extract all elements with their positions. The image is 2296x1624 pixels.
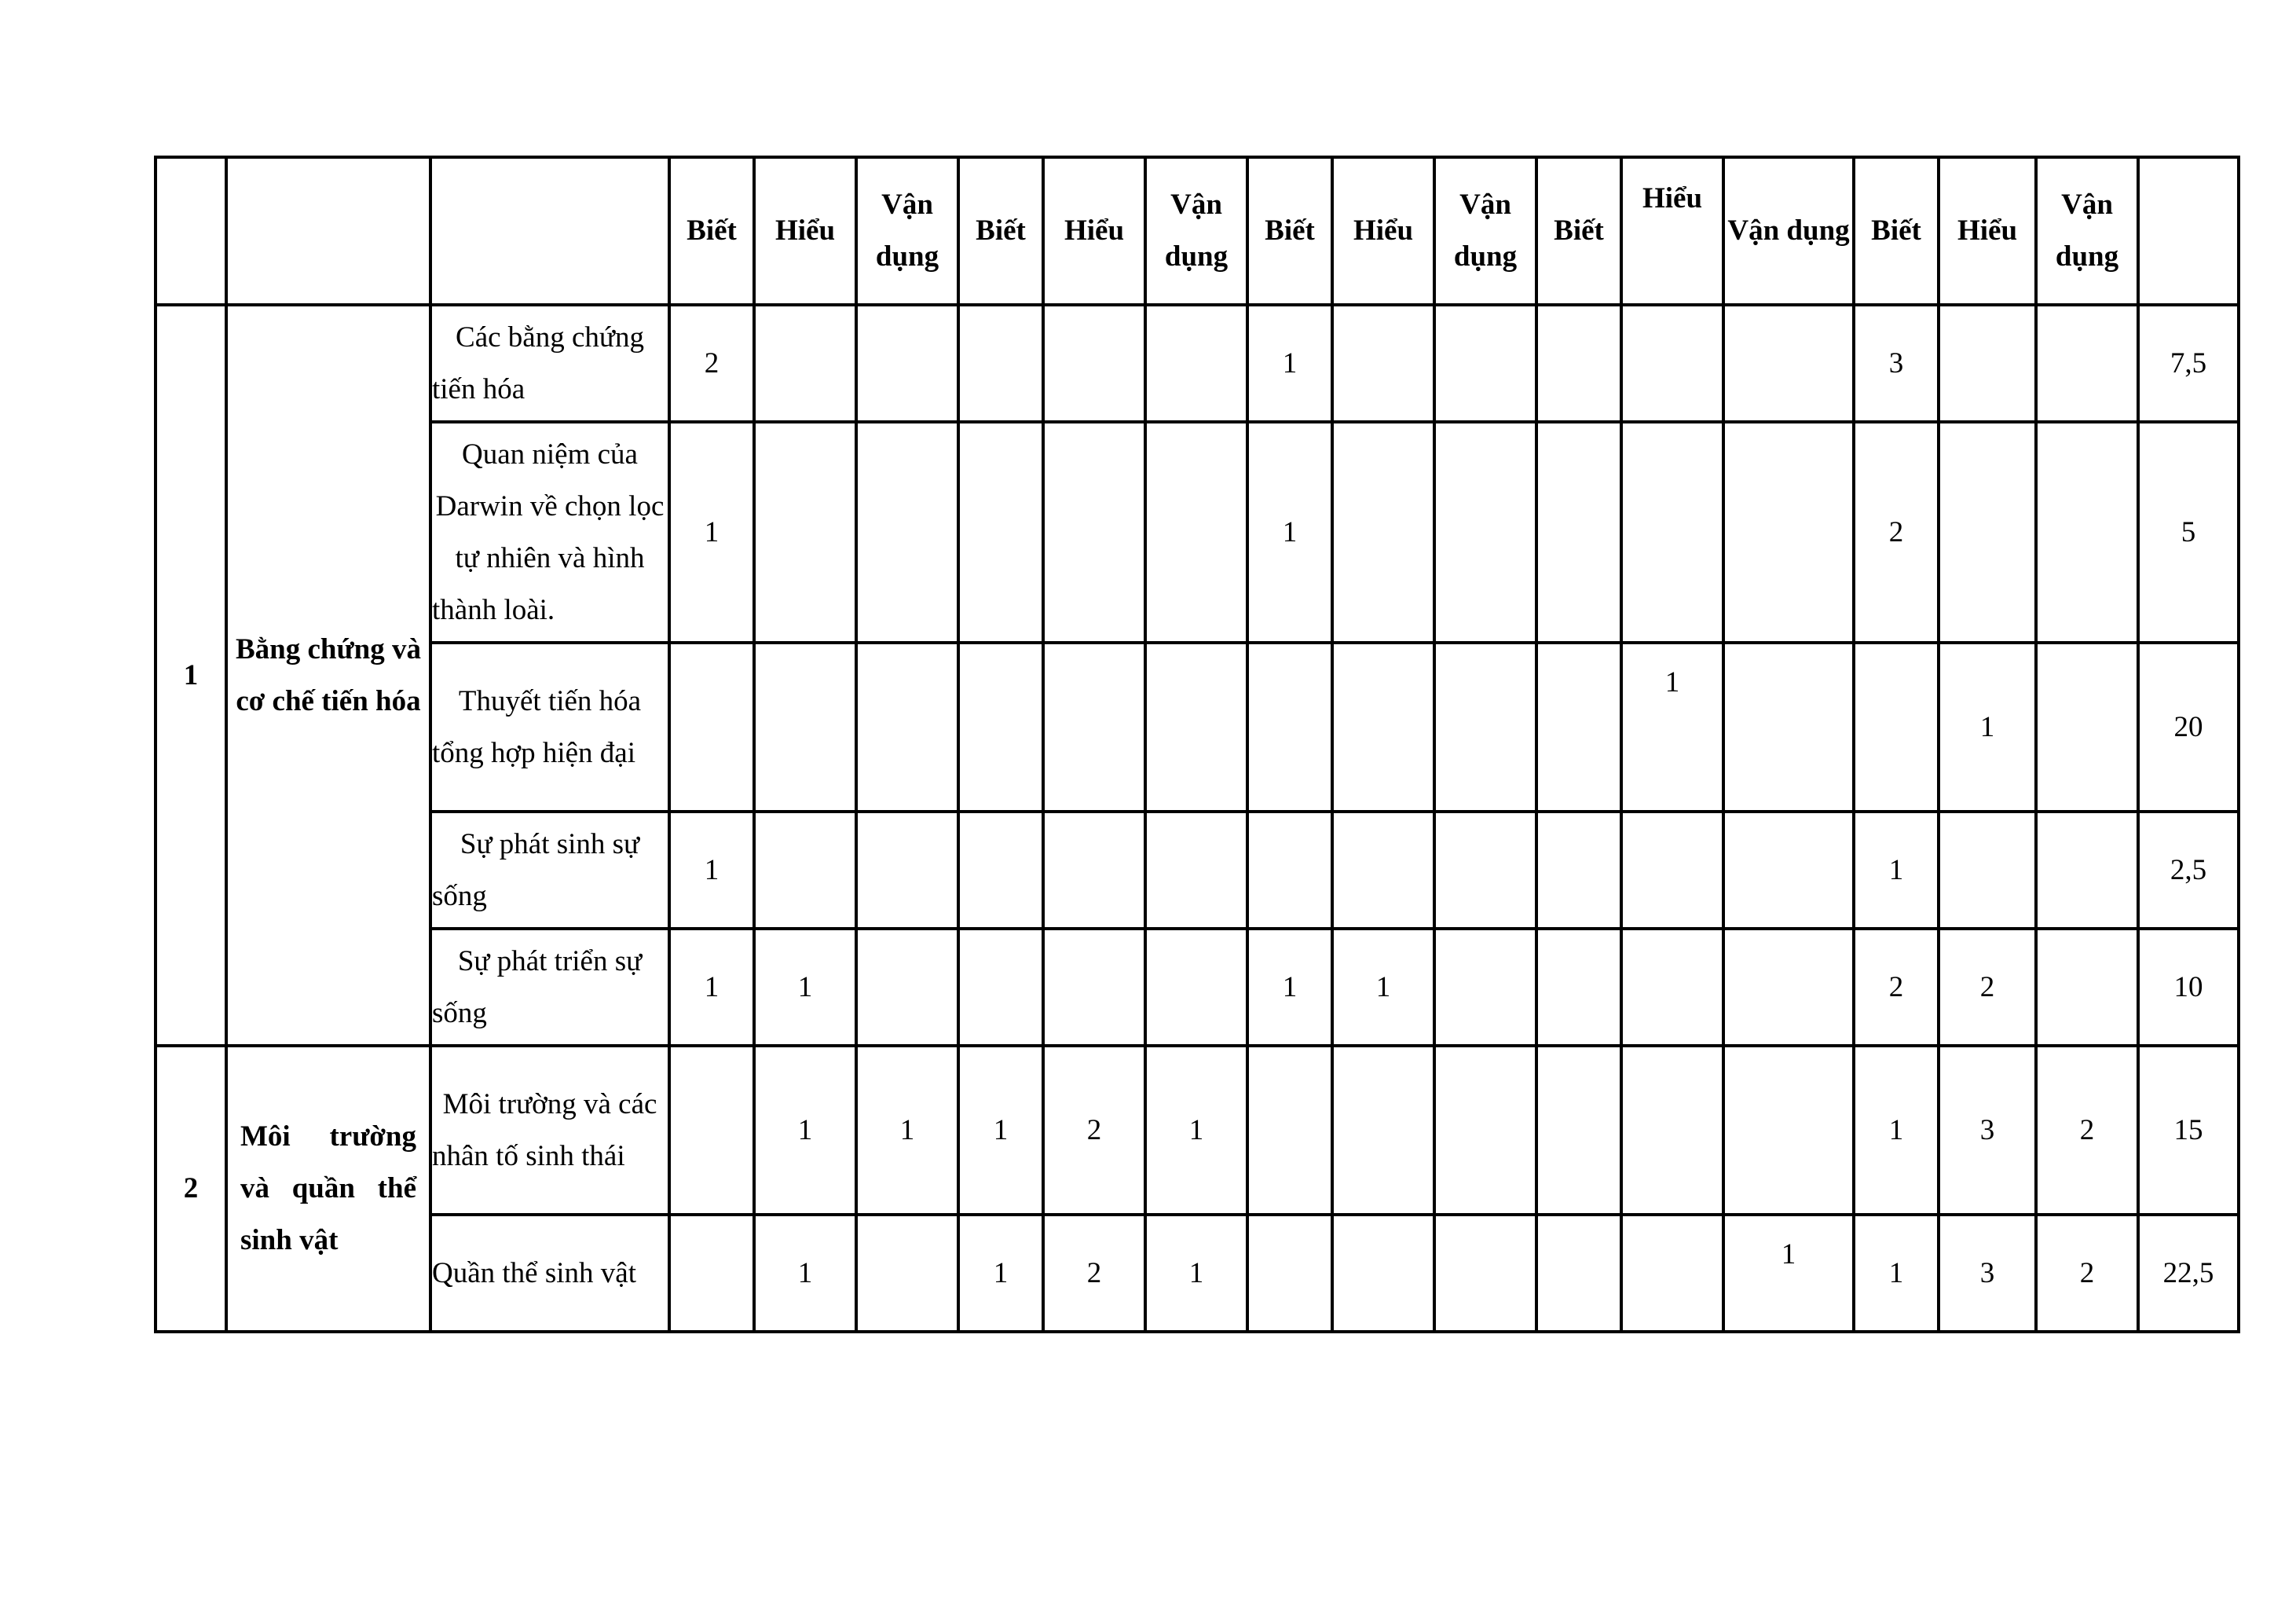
value-cell: 1 [754, 1215, 856, 1332]
value-cell: 1 [669, 929, 754, 1046]
value-cell [1145, 643, 1247, 812]
header-biet: Biết [958, 157, 1043, 305]
value-cell [754, 643, 856, 812]
value-cell: 1 [1854, 1215, 1939, 1332]
header-hieu: Hiểu [1621, 157, 1723, 305]
value-cell [1332, 422, 1434, 643]
header-biet: Biết [1536, 157, 1621, 305]
header-empty-cell [2138, 157, 2239, 305]
value-cell: 2 [1854, 422, 1939, 643]
topic-cell: Quần thể sinh vật [430, 1215, 669, 1332]
value-cell [856, 422, 958, 643]
value-cell [1332, 1046, 1434, 1215]
value-cell [1434, 1046, 1536, 1215]
assessment-matrix-table [154, 156, 2240, 1333]
header-van-dung: Vận dụng [1434, 157, 1536, 305]
header-biet: Biết [1247, 157, 1332, 305]
percent-cell: 7,5 [2138, 305, 2239, 422]
chapter-number: 2 [156, 1046, 226, 1332]
value-cell [1043, 305, 1145, 422]
value-cell [1939, 305, 2036, 422]
value-cell: 3 [1939, 1046, 2036, 1215]
value-cell: 2 [1043, 1046, 1145, 1215]
chapter-title: Bằng chứng và cơ chế tiến hóa [226, 305, 430, 1046]
value-cell [856, 1215, 958, 1332]
header-van-dung: Vận dụng [1723, 157, 1854, 305]
value-cell [1939, 812, 2036, 929]
chapter-number: 1 [156, 305, 226, 1046]
value-cell: 1 [1332, 929, 1434, 1046]
value-cell [1723, 643, 1854, 812]
value-cell [2036, 305, 2138, 422]
value-cell: 2 [1854, 929, 1939, 1046]
value-cell [1332, 812, 1434, 929]
percent-cell: 15 [2138, 1046, 2239, 1215]
value-cell [856, 643, 958, 812]
value-cell [754, 812, 856, 929]
value-cell [1043, 812, 1145, 929]
value-cell [669, 643, 754, 812]
header-van-dung: Vận dụng [2036, 157, 2138, 305]
topic-cell: Thuyết tiến hóa tổng hợp hiện đại [430, 643, 669, 812]
value-cell [1332, 1215, 1434, 1332]
value-cell [2036, 812, 2138, 929]
value-cell [1723, 929, 1854, 1046]
header-biet: Biết [1854, 157, 1939, 305]
value-cell [1247, 812, 1332, 929]
value-cell [1145, 422, 1247, 643]
percent-cell: 2,5 [2138, 812, 2239, 929]
value-cell: 2 [1043, 1215, 1145, 1332]
value-cell [1332, 643, 1434, 812]
value-cell [1536, 643, 1621, 812]
value-cell: 1 [754, 1046, 856, 1215]
value-cell [1621, 812, 1723, 929]
percent-cell: 20 [2138, 643, 2239, 812]
value-cell [1536, 1046, 1621, 1215]
table-row [156, 305, 2239, 422]
value-cell: 1 [1723, 1215, 1854, 1332]
value-cell [958, 643, 1043, 812]
value-cell [1247, 1215, 1332, 1332]
value-cell [1723, 422, 1854, 643]
topic-cell: Môi trường và các nhân tố sinh thái [430, 1046, 669, 1215]
value-cell [2036, 643, 2138, 812]
value-cell: 1 [1247, 929, 1332, 1046]
value-cell [1536, 305, 1621, 422]
table-row [156, 929, 2239, 1046]
value-cell [1723, 812, 1854, 929]
value-cell [1536, 1215, 1621, 1332]
value-cell: 1 [754, 929, 856, 1046]
header-biet: Biết [669, 157, 754, 305]
value-cell [1723, 305, 1854, 422]
value-cell [1621, 1046, 1723, 1215]
topic-cell: Sự phát sinh sự sống [430, 812, 669, 929]
value-cell [1434, 1215, 1536, 1332]
header-hieu: Hiểu [754, 157, 856, 305]
value-cell [1332, 305, 1434, 422]
percent-cell: 5 [2138, 422, 2239, 643]
value-cell [1723, 1046, 1854, 1215]
value-cell: 1 [856, 1046, 958, 1215]
topic-cell: Các bằng chứng tiến hóa [430, 305, 669, 422]
value-cell [958, 422, 1043, 643]
topic-cell: Sự phát triển sự sống [430, 929, 669, 1046]
value-cell [1043, 929, 1145, 1046]
value-cell [1434, 305, 1536, 422]
value-cell [669, 1046, 754, 1215]
value-cell [1043, 643, 1145, 812]
value-cell: 3 [1939, 1215, 2036, 1332]
table-row [156, 643, 2239, 812]
value-cell [856, 305, 958, 422]
value-cell [958, 812, 1043, 929]
value-cell [2036, 929, 2138, 1046]
value-cell: 1 [1247, 422, 1332, 643]
value-cell [958, 305, 1043, 422]
value-cell [1247, 643, 1332, 812]
table-row [156, 422, 2239, 643]
value-cell [1145, 305, 1247, 422]
value-cell: 2 [2036, 1215, 2138, 1332]
value-cell [754, 422, 856, 643]
value-cell [1939, 422, 2036, 643]
value-cell [1621, 422, 1723, 643]
value-cell [669, 1215, 754, 1332]
header-van-dung: Vận dụng [1145, 157, 1247, 305]
value-cell [1145, 929, 1247, 1046]
value-cell [1536, 929, 1621, 1046]
value-cell: 3 [1854, 305, 1939, 422]
value-cell: 1 [1854, 812, 1939, 929]
header-hieu: Hiểu [1043, 157, 1145, 305]
value-cell [1247, 1046, 1332, 1215]
topic-cell: Quan niệm của Darwin về chọn lọc tự nhiên và hình thành loài. [430, 422, 669, 643]
value-cell: 1 [1247, 305, 1332, 422]
table-row [156, 1215, 2239, 1332]
percent-cell: 10 [2138, 929, 2239, 1046]
value-cell [1145, 812, 1247, 929]
value-cell [1434, 643, 1536, 812]
value-cell [2036, 422, 2138, 643]
header-hieu: Hiểu [1939, 157, 2036, 305]
value-cell [1043, 422, 1145, 643]
value-cell: 2 [2036, 1046, 2138, 1215]
value-cell [1536, 812, 1621, 929]
value-cell [1434, 422, 1536, 643]
value-cell: 1 [958, 1046, 1043, 1215]
value-cell: 1 [1854, 1046, 1939, 1215]
value-cell [1854, 643, 1939, 812]
value-cell: 1 [1145, 1215, 1247, 1332]
value-cell [1434, 929, 1536, 1046]
table-row [156, 1046, 2239, 1215]
value-cell: 1 [1145, 1046, 1247, 1215]
header-van-dung: Vận dụng [856, 157, 958, 305]
header-row [156, 157, 2239, 305]
value-cell [856, 929, 958, 1046]
value-cell [1621, 305, 1723, 422]
value-cell [754, 305, 856, 422]
value-cell: 1 [958, 1215, 1043, 1332]
value-cell [856, 812, 958, 929]
value-cell [1536, 422, 1621, 643]
value-cell [1434, 812, 1536, 929]
value-cell: 1 [669, 422, 754, 643]
header-empty-cell [226, 157, 430, 305]
value-cell [958, 929, 1043, 1046]
value-cell: 2 [669, 305, 754, 422]
percent-cell: 22,5 [2138, 1215, 2239, 1332]
value-cell [1621, 929, 1723, 1046]
value-cell: 1 [1621, 643, 1723, 812]
value-cell: 2 [1939, 929, 2036, 1046]
chapter-title: Môi trường và quần thể sinh vật [226, 1046, 430, 1332]
header-empty-cell [156, 157, 226, 305]
value-cell: 1 [669, 812, 754, 929]
value-cell: 1 [1939, 643, 2036, 812]
header-hieu: Hiểu [1332, 157, 1434, 305]
table-row [156, 812, 2239, 929]
value-cell [1621, 1215, 1723, 1332]
header-empty-cell [430, 157, 669, 305]
